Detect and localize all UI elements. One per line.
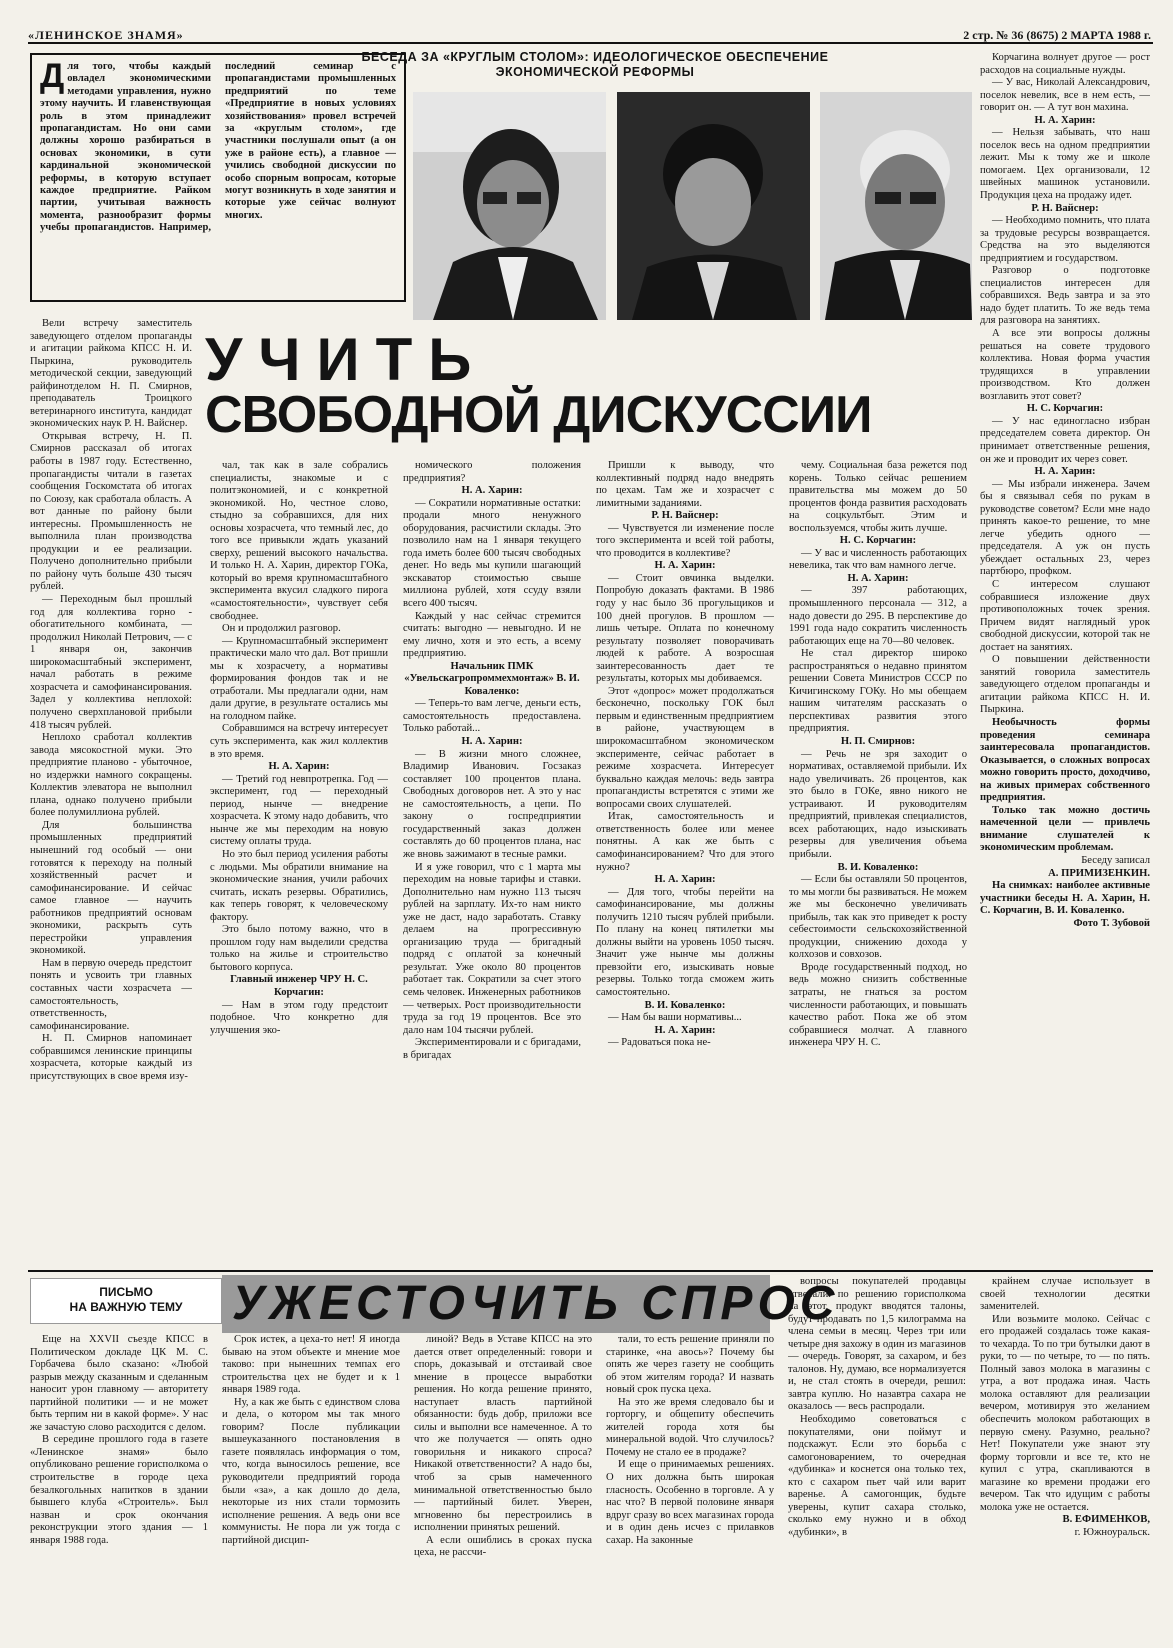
col3-speaker-2: Начальник ПМК «Увельскагропроммехмонтаж» В. И. Коваленко: — [404, 660, 580, 697]
col1-para-7: Н. П. Смирнов напоминает собравшимся ленинские принципы хозрасчета, которые каждый из присутствующих в свое время изу- — [30, 1033, 192, 1082]
col3-speaker-3: Н. А. Харин: — [461, 736, 523, 748]
col1-para-6: Нам в первую очередь предстоит понять и усвоить три главных составных части хозрасчета — самостоятельность, ответственность, самофинансирование. — [30, 957, 192, 1032]
col1-para-4: Неплохо сработал коллектив завода мясокостной муки. Это предприятие планово - убыточное, но издержки намного сокращены. Коллектив элеватора не выполнил плана, однако получено прибыли более полумиллиона рублей. — [30, 732, 192, 819]
col2-speaker-1: Н. А. Харин: — [268, 761, 330, 773]
article2-headline: УЖЕСТОЧИТЬ СПРОС — [232, 1277, 840, 1330]
col6-para-2: — У вас, Николай Александрович, поселок невелик, все в нем есть, — говорит он. — А тут вон махина. — [980, 77, 1150, 114]
col6-para-7: Разговор о подготовке специалистов интересен для собравшихся. Ведь завтра и за это надо будет платить. То же ведь тема для разговора на занятиях. — [980, 265, 1150, 327]
col5-speaker-3: Н. П. Смирнов: — [840, 736, 916, 748]
col3-para-6: — Теперь-то вам легче, деньги есть, самостоятельность предоставлена. Только работай... — [403, 698, 581, 735]
col3-para-3: — Сократили нормативные остатки: продали много ненужного оборудования, расчистили склады. Это позволило нам на 1 января текущего года иметь более 600 тысяч свободных денег. Но ведь мы купили шагающий экскаватор стоимостью свыше миллиона рублей, хотя ссуду взяли всего 400 тысяч. — [403, 497, 581, 610]
rubric-line-2: ЭКОНОМИЧЕСКОЙ РЕФОРМЫ — [495, 65, 695, 79]
a2-col1-para-2: В середине прошлого года в газете «Ленинское знамя» было опубликовано решение горисполкома о строительстве в городе цеха безалкогольных напитков в здании бывшего клуба «Строитель». Был назван и срок окончания реконструкции этого здания — 1 января 1988 года. — [30, 1434, 208, 1546]
paper-name: «ЛЕНИНСКОЕ ЗНАМЯ» — [28, 28, 184, 42]
col4-para-11: — Нам бы ваши нормативы... — [608, 1012, 742, 1024]
col5-speaker-2: Н. А. Харин: — [847, 572, 909, 584]
lead-box — [30, 53, 406, 302]
col6-para-10: — У нас единогласно избран председателем совета директор. Он принимает ответственные решения, он же и проводит их через совет. — [980, 415, 1150, 465]
a2-col5-para-1: вопросы покупателей продавцы отвечали: по решению горисполкома на этот продукт вводятся талоны, будут продавать по 1,5 килограмма на члена семьи в месяц. Через три или четыре дня захожу в один из магазинов — очередь. Говорят, за сахаром, и без талонов. Ну, думаю, все нормализуется и, не стал стоять в очереди, решил: завтра куплю. Но назавтра сахара не оказалось — весь распродали. — [788, 1276, 966, 1413]
article2-col-5 — [788, 1276, 966, 1634]
col4-para-5: — Стоит овчинка выделки. Попробую доказать фактами. В 1986 году у нас было 36 прогульщиков и 100 дней прогулов. В прошлом — лишь четыре. Оплата по конечному результату позволяет поворачивать людей к работе. А возросшая заинтересованность дает те результаты, которых мы добиваемся. — [596, 572, 774, 685]
lead-body: ля того, чтобы каждый овладел экономическими методами управления, нужно этому научить. И главенствующая роль в этом принадлежит пропагандистам. Но они сами должны хорошо разбираться в основах экономики, в сути кардинальной экономической реформы, в которую вступает каждое предприятие. Райком партии, учитывая важность момента, разнообразит формы учебы пропагандистов. Например, последний семинар с пропагандистами промышленных предприятий по теме «Предприятие в новых условиях хозяйствования» провел встречей за «круглым столом», где участники послушали опыт (а он уже в районе есть), а главное — учились свободной дискуссии по особо спорным вопросам, которые могут возникнуть в ходе занятия и которые уже сейчас волнуют многих. — [40, 61, 396, 234]
a2-col4-para-3: И еще о принимаемых решениях. О них должна быть широкая гласность. Особенно в торговле. А у нас что? В первой половине января вдруг сразу во всех магазинах города и в один день исчез с прилавков сахар. На законные — [606, 1459, 774, 1546]
article1-col-5 — [789, 460, 967, 1266]
col6-para-1: Корчагина волнует другое — рост расходов на социальные нужды. — [980, 52, 1150, 76]
col4-para-9: — Для того, чтобы перейти на самофинансирование, мы должны получить 1210 тысяч рублей прибыли. По плану на конец пятилетки мы должны выйти на уровень 1050 тысяч. Значит уже нынче мы должны превзойти его, изыскивать новые резервы. Только тогда сможем жить самостоятельно. — [596, 886, 774, 998]
article1-col-4 — [596, 460, 774, 1266]
col6-caption: На снимках: наиболее активные участники беседы Н. А. Харин, Н. С. Корчагин, В. И. Коваленко. — [980, 880, 1150, 917]
col6-photo-credit: Фото Т. Зубовой — [1073, 917, 1150, 929]
col5-para-10: — Если бы оставляли 50 процентов, то мы могли бы развиваться. Не можем же мы бесконечно увеличивать прибыль, так как это приведет к росту себестоимости сельскохозяйственной продукции, снижению дохода у колхозов и совхозов. — [789, 874, 967, 961]
col6-para-13: С интересом слушают собравшиеся изложение двух противоположных точек зрения. Причем видят наглядный урок свободной дискуссии, которой так не достает на занятиях. — [980, 578, 1150, 653]
col6-author-note: Беседу записал — [1081, 855, 1150, 866]
a2-place: г. Южноуральск. — [1074, 1526, 1150, 1538]
article2-col-6 — [980, 1276, 1150, 1634]
portrait-3-icon — [820, 92, 972, 320]
col6-para-4: — Нельзя забывать, что наш поселок весь на одном предприятии лежит. Мы к тому же и школе помогаем. Цех организовали, 12 швейных машинок установили. Продукция цеха на продажу идет. — [980, 127, 1150, 202]
headline-line-2: СВОБОДНОЙ ДИСКУССИИ — [205, 386, 872, 444]
article2-kicker-box — [30, 1278, 222, 1324]
article1-col-3 — [403, 460, 581, 1266]
col3-para-8: — В жизни много сложнее, Владимир Иванович. Госзаказ составляет 100 процентов плана. Свободных договоров нет. А это у нас не самостоятельность, а цепи. По закону о госпредприятии государственный заказ должен составлять до 60 процентов плана, нас же вновь зажимают в тесные рамки. — [403, 748, 581, 860]
portrait-2-icon — [617, 92, 810, 320]
a2-col5-para-2: Необходимо советоваться с покупателями, они поймут и подскажут. Если это борьба с самогоноварением, то очередная «дубинка» и коснется она только тех, кто с сахаром пьет чай или варит варенье. А самогонщик, будьте уверены, купит сахара столько, сколько ему нужно и в обход «дубинки», в — [788, 1414, 966, 1538]
col4-speaker-5: Н. А. Харин: — [654, 1024, 716, 1036]
col4-speaker-4: В. И. Коваленко: — [644, 999, 726, 1011]
rubric-line-1: БЕСЕДА ЗА «КРУГЛЫМ СТОЛОМ»: ИДЕОЛОГИЧЕСКОЕ ОБЕСПЕЧЕНИЕ — [361, 50, 829, 64]
article2-col-4 — [606, 1334, 774, 1634]
col2-para-4: Собравшимся на встречу интересует суть эксперимента, как жил коллектив в это время. — [210, 723, 388, 760]
col5-para-11: Вроде государственный подход, но ведь можно снизить собственные затраты, не гнаться за ростом численности работающих, и повышать качество работ. Пока же об этом собравшиеся молчат. А главного инженера ЧРУ Н. С. — [789, 961, 967, 1049]
col5-para-8: — Речь не зря заходит о нормативах, оставляемой прибыли. Их надо увеличивать. 26 процентов, как это было в ГОКе, явно никого не устраивают. И руководителям предприятий, привлекая специалистов, всех работающих, надо изыскивать резервы для увеличения объема прибыли. — [789, 748, 967, 860]
a2-col2-para-2: Ну, а как же быть с единством слова и дела, о котором мы так много говорим? После публикации вышеуказанного постановления в газете появлялась информация о том, что, когда выносилось решение, все руководители предприятий города были «за», а как дошло до дела, некоторые из них стали тормозить исполнение решения. А ведь они все коммунисты. Не пора ли уж тогда с партийной дисцип- — [222, 1396, 400, 1546]
lead-text — [40, 61, 396, 295]
kicker-line-2: НА ВАЖНУЮ ТЕМУ — [69, 1300, 183, 1314]
col1-para-2: Открывая встречу, Н. П. Смирнов рассказал об итогах работы в 1987 году. Естественно, пропагандисты читали в газетах сообщения Госкомстата об итогах по Союзу, как сработала область. А вот данные по району были интересны. Промышленность не выполнила план производства продукции и ее реализации. Получено дополнительно прибыли по району чуть больше 430 тысяч рублей. — [30, 430, 192, 593]
a2-col6-para-2: Или возьмите молоко. Сейчас с его продажей создалась тоже какая-то чехарда. То по три бутылки дают в руки, то — по четыре, то — по пять. Полный завоз молока в магазины с утра, а вот продажа иная. Часть молока оставляют для реализации вечером, мотивируя это желанием обеспечить молоком работающих в первую смену. Разумно, реально? Нет! Покупатели уже знают эту форму торговли и все те, кто не купил с утра, скапливаются в магазине ко времени продажи его вечером. Так что идущим с работы молока уже не остается. — [980, 1313, 1150, 1513]
col4-para-1: Пришли к выводу, что коллективный подряд надо внедрять по цехам. Там же и хозрасчет с лимитными заданиями. — [596, 460, 774, 509]
col6-speaker-1: Н. А. Харин: — [1034, 114, 1096, 126]
col5-speaker-1: Н. С. Корчагин: — [839, 535, 917, 547]
col6-speaker-2: Р. Н. Вайснер: — [1031, 202, 1099, 214]
col6-para-8: А все эти вопросы должны решаться на совете трудового коллектива. Новая форма участия трудящихся в управлении производством. Кто должен возглавить этот совет? — [980, 328, 1150, 402]
photo-portrait-2 — [617, 92, 810, 320]
col4-para-3: — Чувствуется ли изменение после того эксперимента и всей той работы, что проводится в коллективе? — [596, 522, 774, 559]
kicker-line-1: ПИСЬМО — [99, 1285, 153, 1299]
col5-speaker-4: В. И. Коваленко: — [837, 861, 919, 873]
col6-para-14: О повышении действенности занятий говорила заместитель заведующего отделом пропаганды и агитации райкома КПСС Н. И. Пыркина. — [980, 654, 1150, 716]
article2-col-1 — [30, 1334, 208, 1634]
col6-para-6: — Необходимо помнить, что плата за трудовые ресурсы возвращается. Средства на это выделяются предприятием и государством. — [980, 215, 1150, 264]
col5-para-3: — У вас и численность работающих невелика, так что вам намного легче. — [789, 547, 967, 572]
col4-speaker-3: Н. А. Харин: — [654, 874, 716, 886]
col6-para-12: — Мы избрали инженера. Зачем бы я связывал себя по рукам в руководстве советом? Если мне надо принять какое-то решение, то мне легче убедить одного — председателя. А уж он пусть убеждает остальных 23, через партбюро, профком. — [980, 478, 1150, 578]
col2-speaker-2: Главный инженер ЧРУ Н. С. Корчагин: — [230, 974, 368, 998]
col2-para-7: Но это был период усиления работы с людьми. Мы обратили внимание на экономические знания, учили рабочих считать, искать резервы. Обратились, как теперь говорят, к человеческому фактору. — [210, 848, 388, 923]
article2-col-2 — [222, 1334, 400, 1634]
headline-line-1: УЧИТЬ — [205, 326, 488, 393]
col5-para-5: — 397 работающих, промышленного персонала — 312, а надо довести до 295. В перспективе до 1991 года надо сократить численность работающих еще на 70—80 человек. — [789, 585, 967, 647]
a2-col6-para-1: крайнем случае использует в своей технологии десятки заменителей. — [980, 1276, 1150, 1313]
a2-col4-para-2: На это же время следовало бы и горторгу, и общепиту обеспечить жителей города хотя бы минеральной водой. Что случилось? Почему не стало ее в продаже? — [606, 1396, 774, 1458]
col2-para-8: Это было потому важно, что в прошлом году нам выделили средства только на жилье и строительство бытового корпуса. — [210, 924, 388, 973]
col1-para-5: Для большинства промышленных предприятий нынешний год особый — они готовятся к переходу на полный хозяйственный расчет и самофинансирование. И сейчас самое главное — научить работников предприятий основам экономики, раскрыть суть перестройки управления экономикой. — [30, 819, 192, 957]
lead-drop-cap: Д — [40, 61, 65, 95]
a2-col3-para-1: линой? Ведь в Уставе КПСС на это дается ответ определенный: говори и спорь, доказывай и отстаивай свое мнение в процессе выработки решения. Но когда решение принято, наступает власть партийной обязанности: будь добр, приложи все силы и выполни все намеченное. А то что же получается — опять одно говорильня и никакого спроса? Никакой ответственности? А надо бы, чтоб за срыв намеченного минимальной ответственностью было — партийный билет. Уверен, мгновенно бы перестроились в исполнении принятых решений. — [414, 1334, 592, 1534]
a2-col2-para-1: Срок истек, а цеха-то нет! Я иногда бываю на этом объекте и мнение мое таково: при нынешних темпах его строительства цех не будет и к 1 января 1989 года. — [222, 1334, 400, 1396]
photo-portrait-1 — [413, 92, 606, 320]
article1-col-6 — [980, 52, 1150, 1266]
col2-para-3: — Крупномасштабный эксперимент практически мало что дал. Вот пришли мы к хозрасчету, а нормативы формирования фондов так и не отработали. Мы предлагали одни, нам дали другие, в результате остались мы на голодном пайке. — [210, 635, 388, 722]
portrait-1-icon — [413, 92, 606, 320]
col6-para-15: Необычность формы проведения семинара заинтересовала пропагандистов. Оказывается, о сложных вопросах можно говорить просто, доходчиво, на живых примерах собственного предприятия. — [980, 716, 1150, 804]
col4-para-13: — Радоваться пока не- — [608, 1037, 711, 1049]
col6-speaker-4: Н. А. Харин: — [1034, 466, 1096, 478]
col3-para-10: Экспериментировали и с бригадами, в бригадах — [403, 1037, 581, 1061]
a2-col1-para-1: Еще на XXVII съезде КПСС в Политическом докладе ЦК М. С. Горбачева было сказано: «Любой разрыв между сказанным и сделанным наносит урон главному — авторитету партийной политики — и не может быть терпим ни в какой форме». У нас же зачастую слово расходится с делом. — [30, 1334, 208, 1433]
col4-speaker-1: Р. Н. Вайснер: — [651, 510, 719, 522]
col6-para-16: Только так можно достичь намеченной цели — привлечь внимание слушателей к экономическим проблемам. — [980, 804, 1150, 854]
col6-author: А. ПРИМИЗЕНКИН. — [1048, 867, 1150, 879]
col2-para-1: чал, так как в зале собрались специалисты, знакомые и с политэкономией, и с конкретной экономикой. Но, честное слово, стыдно за собравшихся, для них основы хозрасчета, что темный лес, до того все привыкли ждать указаний сверху, решений высокого начальства. И только Н. А. Харин, директор ГОКа, который во время крупномасштабного эксперимента вкусил сладкого пирога «самостоятельности», чувствует себя свободнее. — [210, 460, 388, 622]
col2-para-6: — Третий год невпротрепка. Год — эксперимент, год — переходный период, нынче — внедрение хозрасчета. К этому надо добавить, что нынче же мы переходим на новую систему оплаты труда. — [210, 773, 388, 848]
article1-col-1 — [30, 318, 192, 1266]
col3-para-1: номического положения предприятия? — [403, 460, 581, 484]
col5-para-6: Не стал директор широко распространяться о недавно принятом решении Совета Министров СССР по Кичигинскому ГОКу. Но мы обещаем нашим читателям рассказать о перспективах развития этого предприятия. — [789, 648, 967, 735]
col3-speaker-1: Н. А. Харин: — [461, 485, 523, 497]
issue-info: 2 стр. № 36 (8675) 2 МАРТА 1988 г. — [963, 28, 1151, 42]
col2-para-10: — Нам в этом году предстоит подобное. Что конкретно для улучшения эко- — [210, 999, 388, 1036]
a2-col3-para-2: А если ошиблись в сроках пуска цеха, не рассчи- — [414, 1534, 592, 1559]
col4-para-7: Итак, самостоятельность и ответственность более или менее понятны. А как же быть с самофинансированием? Что для этого нужно? — [596, 811, 774, 873]
col3-para-4: Каждый у нас сейчас стремится считать: выгодно — невыгодно. И не ему лично, хотя и это есть, а всему предприятию. — [403, 610, 581, 660]
article1-col-2 — [210, 460, 388, 1266]
article2-col-3 — [414, 1334, 592, 1634]
article2-top-rule — [28, 1270, 1153, 1272]
col3-para-9: И я уже говорил, что с 1 марта мы переходим на новые тарифы и ставки. Дополнительно нам нужно 113 тысяч рублей на зарплату. Их-то нам никто уже не даст, надо заработать. Ставку делаем на прогрессивную организацию труда — бригадный подряд с оплатой за конечный результат. Уже около 80 процентов работает так. Сократили за счет этого семь человек. Инженерных работников — четверых. Рост производительности труда за год 19 процентов. Все это дало нам 104 тысячи рублей. — [403, 861, 581, 1036]
col4-speaker-2: Н. А. Харин: — [654, 560, 716, 572]
col1-para-1: Вели встречу заместитель заведующего отделом пропаганды и агитации райкома КПСС Н. И. Пыркина, руководитель методической секции, заведующий райфинотделом Н. П. Смирнов, преподаватель Троицкого ветеринарного института, кандидат экономических наук Р. Н. Вайснер. — [30, 318, 192, 430]
photo-portrait-3 — [820, 92, 972, 320]
col4-para-6: Этот «допрос» может продолжаться бесконечно, поскольку ГОК был первым и единственным предприятием в районе, участвующем в широкомасштабном экономическом эксперименте, сейчас работает в режиме хозрасчета. Интересует буквально каждая мелочь: ведь завтра пропагандисты встретятся с этими же вопросами своих слушателей. — [596, 685, 774, 810]
col1-para-3: — Переходным был прошлый год для коллектива горно - обогатительного комбината, — продолжил Николай Петрович, — с 1 января он, закончив широкомасштабный эксперимент, начал работать в режиме хозрасчета и самофинансирования. Задел у коллектива неплохой: получено сверхплановой прибыли 418 тысяч рублей. — [30, 594, 192, 731]
col2-para-2: Он и продолжил разговор. — [222, 623, 341, 635]
header-rule — [28, 42, 1153, 44]
col6-speaker-3: Н. С. Корчагин: — [1026, 403, 1104, 415]
a2-signature: В. ЕФИМЕНКОВ, — [1062, 1514, 1150, 1526]
col5-para-1: чему. Социальная база режется под корень. Только сейчас решением правительства мы можем до 50 процентов фонда развития расходовать на соцкультбыт. Этим и воспользуемся, чтобы жить лучше. — [789, 460, 967, 534]
a2-col4-para-1: тали, то есть решение приняли по старинке, «на авось»? Почему бы опять же через газету не сообщить об этом жителям города? И назвать новый срок пуска цеха. — [606, 1334, 774, 1396]
